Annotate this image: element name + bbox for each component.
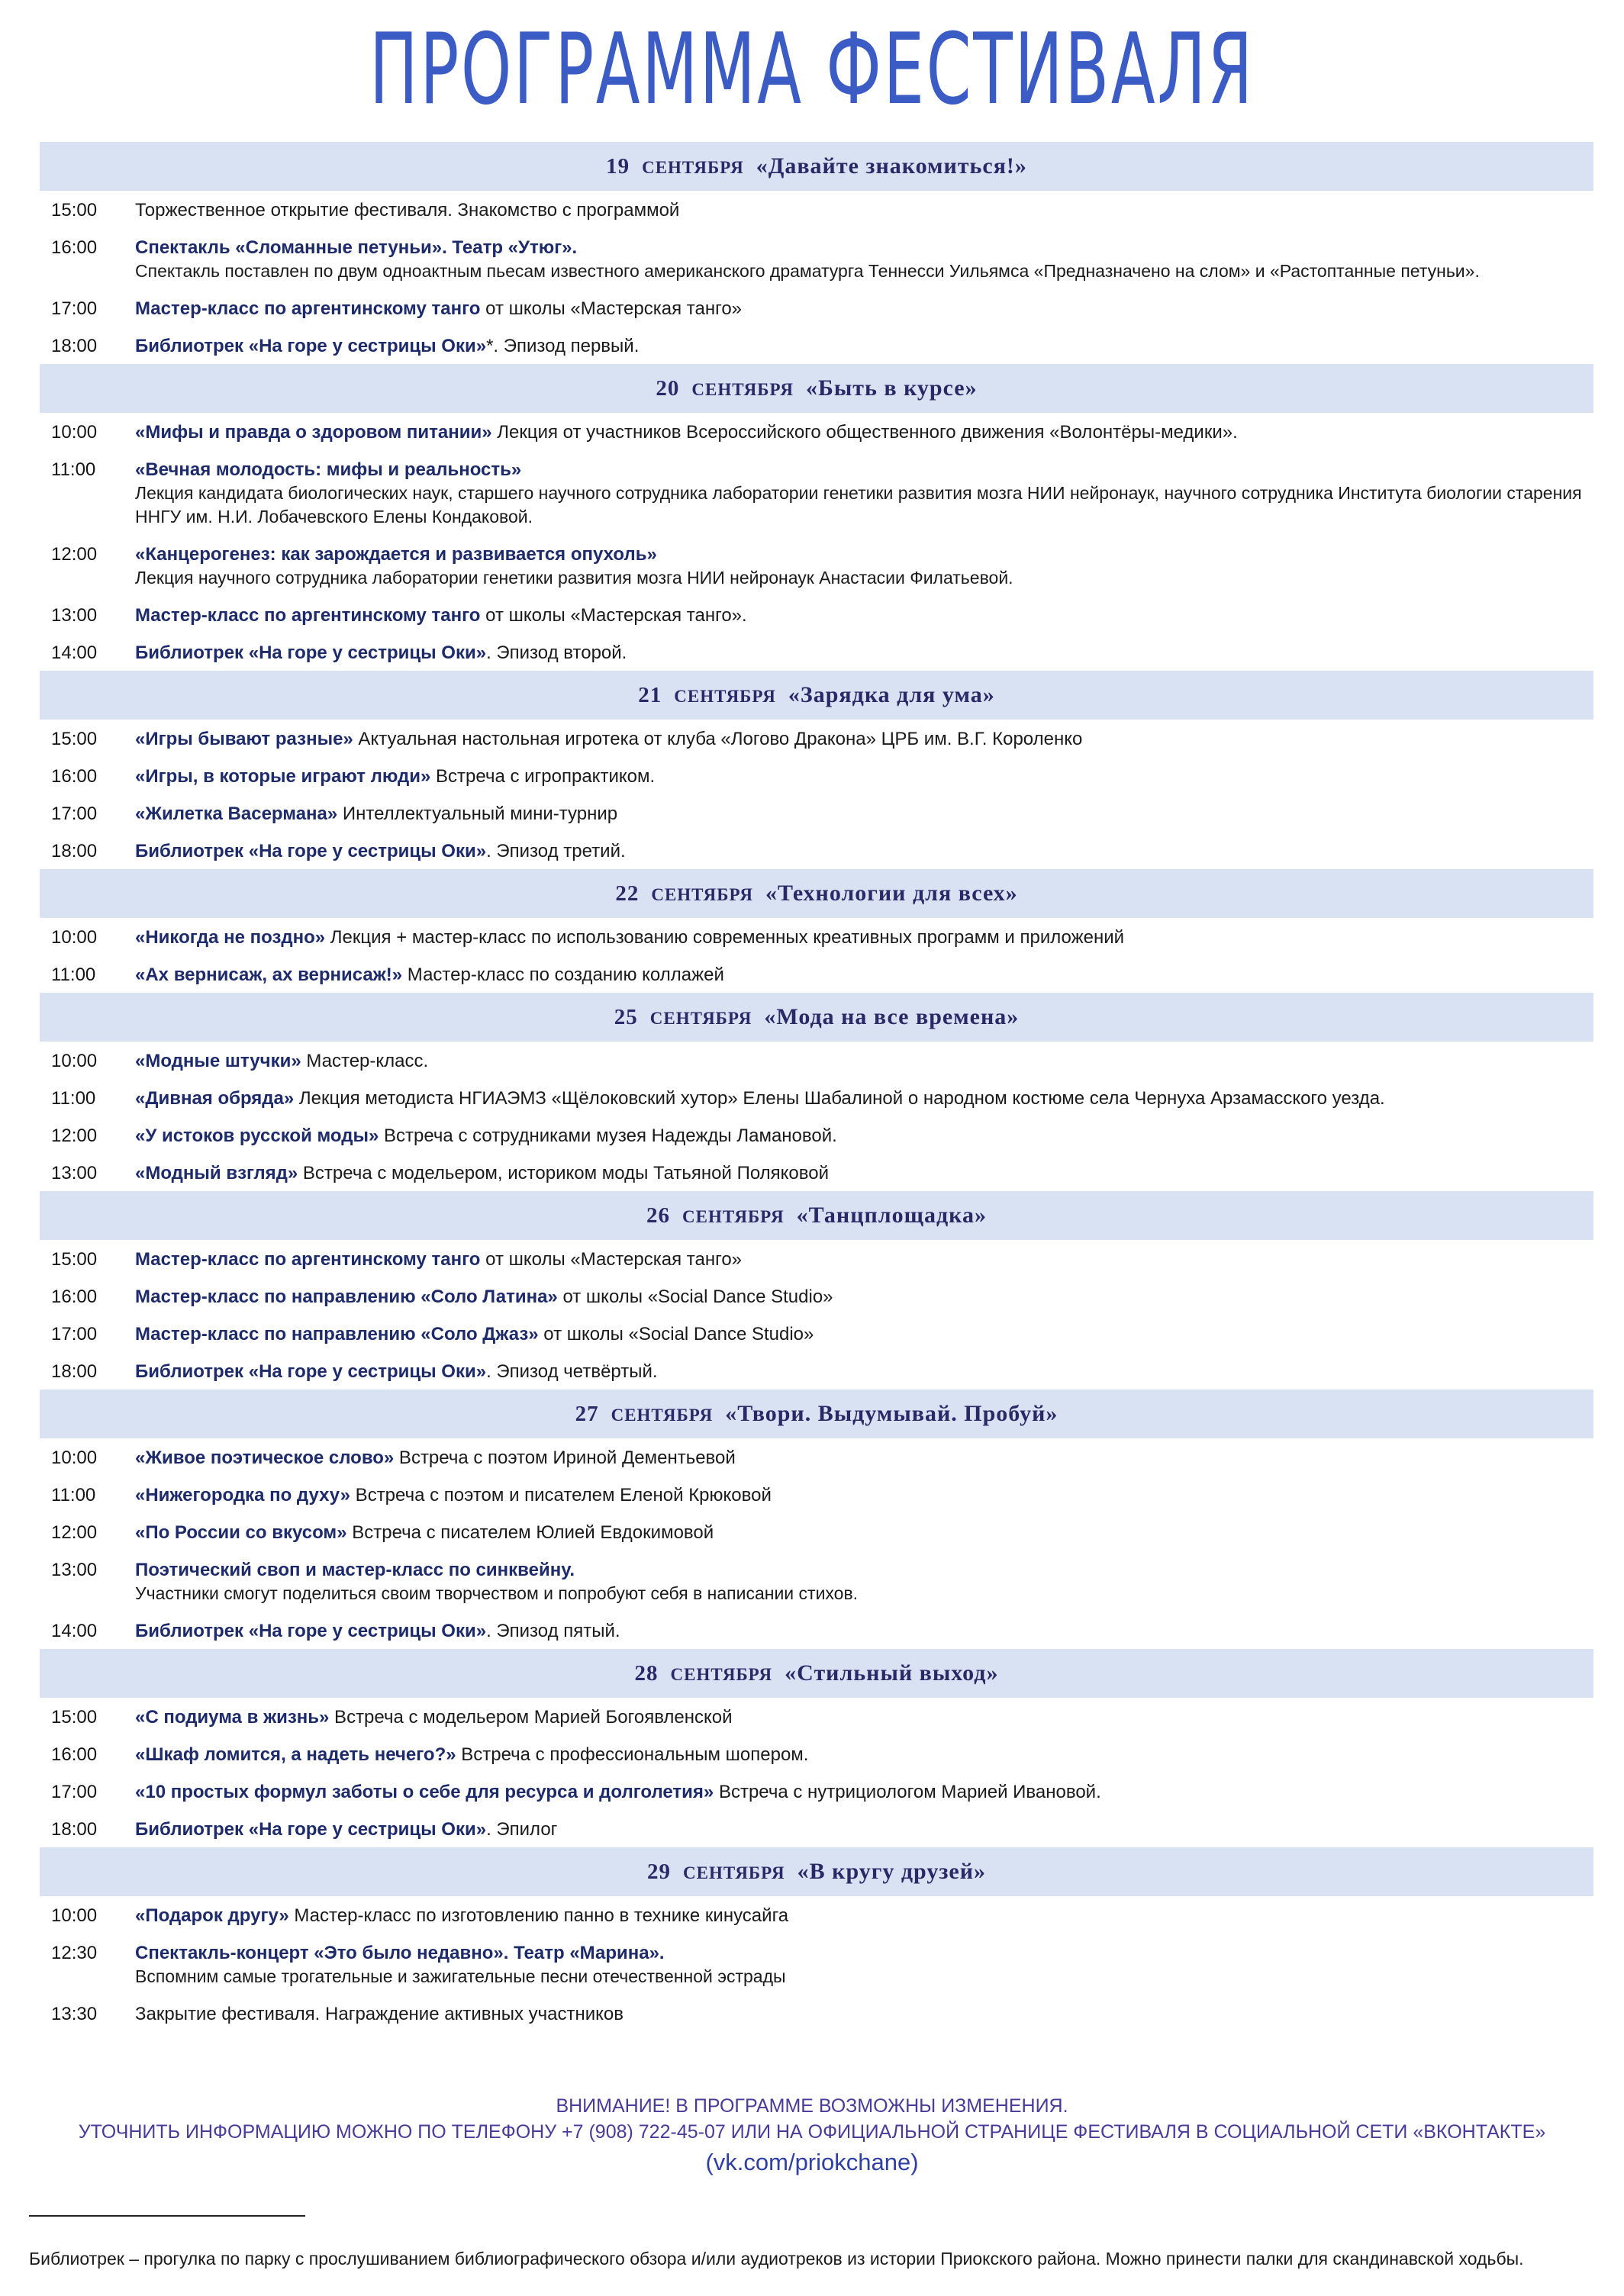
event-body [135,1780,1593,1804]
event-description: от школы «Мастерская танго» [480,1249,743,1270]
event-time: 13:00 [51,1163,98,1183]
day-section [40,993,1593,1191]
event-title: «Канцерогенез: как зарождается и развивается опухоль» [135,544,657,565]
event-row [40,2002,1593,2026]
event-row [40,1360,1593,1383]
day-theme: «Мода на все времена» [764,1004,1020,1029]
day-month: СЕНТЯБРЯ [674,687,776,706]
day-section [40,671,1593,869]
event-detail: Участники смогут поделиться своим творчеством и попробуют себя в написании стихов. [135,1583,859,1603]
notice-contact: УТОЧНИТЬ ИНФОРМАЦИЮ МОЖНО ПО ТЕЛЕФОНУ +7 (908) 722-45-07 ИЛИ НА ОФИЦИАЛЬНОЙ СТРАНИЦЕ ФЕСТИВАЛЯ В СОЦИАЛЬНОЙ СЕТИ «ВКОНТАКТЕ» [78,2121,1546,2143]
event-list [40,1042,1593,1191]
event-row [40,1087,1593,1110]
event-body [135,198,1593,222]
event-row [40,1446,1593,1470]
notice-vk-link[interactable]: (vk.com/priokchane) [705,2149,919,2175]
event-row [40,458,1593,529]
event-body [135,604,1593,627]
event-description: Лекция методиста НГИАЭМЗ «Щёлоковский хутор» Елены Шабалиной о народном костюме села Чернуха Арзамасского уезда. [294,1088,1385,1109]
event-list [40,1240,1593,1390]
event-title: Библиотрек «На горе у сестрицы Оки» [135,1621,487,1641]
event-body [135,1619,1593,1643]
event-body [135,1285,1593,1309]
day-theme: «Быть в курсе» [806,375,978,401]
event-title: «Ах вернисаж, ах вернисаж!» [135,964,403,985]
event-body [135,1904,1593,1927]
event-description: . Эпизод третий. [486,841,626,861]
event-time: 18:00 [51,336,98,356]
event-description: Встреча с игропрактиком. [430,766,656,787]
page-title: ПРОГРАММА ФЕСТИВАЛЯ [369,13,1255,127]
day-number: 28 [634,1661,659,1686]
event-title: «Вечная молодость: мифы и реальность» [135,459,522,480]
event-row [40,1483,1593,1507]
event-row [40,727,1593,751]
day-header [40,869,1593,918]
event-body [135,802,1593,826]
event-row [40,839,1593,863]
event-title: «Никогда не поздно» [135,927,326,948]
event-title: Мастер-класс по аргентинскому танго [135,605,481,626]
day-theme: «Танцплощадка» [796,1203,987,1228]
day-month: СЕНТЯБРЯ [691,380,794,399]
day-section [40,869,1593,993]
event-time: 10:00 [51,422,98,443]
event-body [135,926,1593,949]
day-theme: «Зарядка для ума» [788,682,995,707]
event-body [135,641,1593,665]
event-title: Спектакль «Сломанные петуньи». Театр «Утюг». [135,237,578,258]
event-row [40,420,1593,444]
event-description: . Эпилог [486,1819,558,1840]
event-body [135,1322,1593,1346]
event-body [135,765,1593,788]
day-number: 19 [606,154,630,179]
event-title: «Модные штучки» [135,1051,301,1071]
event-detail: Лекция научного сотрудника лаборатории генетики развития мозга НИИ нейронаук Анастасии Филатьевой. [135,568,1013,588]
event-body [135,1521,1593,1544]
event-body [135,839,1593,863]
event-title: Библиотрек «На горе у сестрицы Оки» [135,841,487,861]
day-number: 27 [575,1402,599,1426]
event-body [135,1446,1593,1470]
event-row [40,1124,1593,1148]
event-list [40,720,1593,869]
day-number: 22 [615,881,640,906]
event-description: от школы «Social Dance Studio» [538,1324,814,1344]
event-title: Библиотрек «На горе у сестрицы Оки» [135,336,487,356]
event-row [40,1743,1593,1766]
event-description: Мастер-класс по изготовлению панно в технике кинусайга [288,1905,789,1926]
day-month: СЕНТЯБРЯ [670,1665,773,1684]
event-body [135,1124,1593,1148]
event-time: 16:00 [51,1286,98,1307]
event-body [135,543,1593,590]
event-description: Мастер-класс по созданию коллажей [402,964,724,985]
event-title: «Нижегородка по духу» [135,1485,351,1505]
event-title: Мастер-класс по направлению «Соло Латина» [135,1286,558,1307]
day-number: 26 [646,1203,671,1228]
event-title: «Мифы и правда о здоровом питании» [135,422,492,443]
day-month: СЕНТЯБРЯ [611,1406,714,1425]
event-row [40,1941,1593,1988]
event-title: «10 простых формул заботы о себе для ресурса и долголетия» [135,1782,714,1802]
event-description: Встреча с писателем Юлией Евдокимовой [346,1522,714,1543]
event-description: *. Эпизод первый. [486,336,640,356]
day-section [40,1191,1593,1390]
event-title: «Модный взгляд» [135,1163,298,1183]
event-description: Лекция + мастер-класс по использованию современных креативных программ и приложений [325,927,1125,948]
event-list [40,918,1593,993]
event-body [135,1248,1593,1271]
event-row [40,641,1593,665]
day-header [40,993,1593,1042]
event-body [135,1360,1593,1383]
event-body [135,1743,1593,1766]
event-time: 11:00 [51,459,96,480]
event-row [40,1248,1593,1271]
day-section [40,364,1593,671]
day-theme: «Технологии для всех» [765,881,1018,906]
event-title: Библиотрек «На горе у сестрицы Оки» [135,642,487,663]
event-row [40,802,1593,826]
day-month: СЕНТЯБРЯ [642,158,744,177]
event-row [40,543,1593,590]
event-description: от школы «Мастерская танго». [480,605,747,626]
event-row [40,604,1593,627]
day-section [40,1390,1593,1649]
event-title: Спектакль-концерт «Это было недавно». Театр «Марина». [135,1943,665,1963]
event-title: «Дивная обряда» [135,1088,295,1109]
event-row [40,765,1593,788]
event-time: 10:00 [51,1051,98,1071]
event-description: Лекция от участников Всероссийского общественного движения «Волонтёры-медики». [491,422,1238,443]
event-body [135,1818,1593,1841]
footnote: Библиотрек – прогулка по парку с прослушиванием библиографического обзора и/или аудиотреков из истории Приокского района. Можно принести палки для скандинавской ходьбы. [29,2249,1524,2269]
event-row [40,1619,1593,1643]
event-description: Встреча с сотрудниками музея Надежды Ламановой. [379,1125,837,1146]
event-title: «Подарок другу» [135,1905,289,1926]
event-time: 17:00 [51,298,98,319]
event-list [40,1438,1593,1649]
event-body [135,1161,1593,1185]
event-body [135,334,1593,358]
day-header [40,1649,1593,1698]
event-row [40,1904,1593,1927]
event-time: 14:00 [51,1621,98,1641]
day-section [40,1649,1593,1847]
event-description: Мастер-класс. [301,1051,429,1071]
event-time: 17:00 [51,1782,98,1802]
event-description: Встреча с модельером, историком моды Татьяной Поляковой [298,1163,830,1183]
event-row [40,297,1593,320]
event-row [40,1049,1593,1073]
event-row [40,334,1593,358]
event-title: «Живое поэтическое слово» [135,1447,395,1468]
event-title: Библиотрек «На горе у сестрицы Оки» [135,1361,487,1382]
event-body [135,236,1593,283]
event-time: 16:00 [51,1744,98,1765]
event-title: «Жилетка Васермана» [135,803,338,824]
event-time: 13:00 [51,1560,98,1580]
day-header [40,1191,1593,1240]
event-time: 18:00 [51,1819,98,1840]
event-time: 17:00 [51,1324,98,1344]
event-detail: Лекция кандидата биологических наук, старшего научного сотрудника лаборатории генетики развития мозга НИИ нейронаук, научного сотрудника Института биологии старения ННГУ им. Н.И. Лобачевского Елены Кондаковой. [135,483,1582,527]
event-time: 13:30 [51,2004,98,2024]
festival-program [40,142,1593,2032]
event-time: 18:00 [51,1361,98,1382]
day-theme: «В кругу друзей» [797,1859,986,1884]
event-list [40,1896,1593,2032]
event-body [135,2002,1593,2026]
event-row [40,926,1593,949]
event-body [135,1705,1593,1729]
event-title: Библиотрек «На горе у сестрицы Оки» [135,1819,487,1840]
event-list [40,1698,1593,1847]
event-body [135,1941,1593,1988]
event-description: от школы «Мастерская танго» [480,298,743,319]
event-detail: Спектакль поставлен по двум одноактным пьесам известного американского драматурга Теннесси Уильямса «Предназначено на слом» и «Растоптанные петуньи». [135,261,1480,281]
event-description: . Эпизод пятый. [486,1621,620,1641]
event-row [40,1818,1593,1841]
day-month: СЕНТЯБРЯ [683,1863,785,1882]
event-description: Актуальная настольная игротека от клуба «Логово Дракона» ЦРБ им. В.Г. Короленко [353,729,1083,749]
event-body [135,727,1593,751]
event-body [135,1087,1593,1110]
event-time: 10:00 [51,1447,98,1468]
event-row [40,1285,1593,1309]
footnote-divider [29,2215,305,2217]
event-time: 12:00 [51,1522,98,1543]
event-time: 11:00 [51,964,96,985]
event-description: . Эпизод второй. [486,642,627,663]
event-row [40,1780,1593,1804]
day-header [40,1390,1593,1438]
event-time: 15:00 [51,200,98,221]
event-body [135,963,1593,987]
event-body [135,1049,1593,1073]
day-month: СЕНТЯБРЯ [649,1009,752,1028]
event-description: Встреча с поэтом и писателем Еленой Крюковой [350,1485,772,1505]
event-time: 10:00 [51,927,98,948]
event-time: 11:00 [51,1485,96,1505]
event-row [40,1322,1593,1346]
day-theme: «Давайте знакомиться!» [756,153,1027,179]
event-description: Интеллектуальный мини-турнир [337,803,618,824]
event-row [40,236,1593,283]
day-header [40,1847,1593,1896]
event-title: «Шкаф ломится, а надеть нечего?» [135,1744,456,1765]
event-row [40,1521,1593,1544]
day-header [40,142,1593,191]
event-description: . Эпизод четвёртый. [486,1361,658,1382]
event-list [40,191,1593,364]
event-title: Мастер-класс по направлению «Соло Джаз» [135,1324,539,1344]
day-month: СЕНТЯБРЯ [682,1207,785,1226]
event-title: Мастер-класс по аргентинскому танго [135,298,481,319]
event-title: «С подиума в жизнь» [135,1707,330,1728]
event-title: «По России со вкусом» [135,1522,347,1543]
event-description: Встреча с профессиональным шопером. [456,1744,809,1765]
event-body [135,420,1593,444]
event-body [135,458,1593,529]
event-time: 18:00 [51,841,98,861]
event-time: 12:00 [51,1125,98,1146]
event-time: 15:00 [51,729,98,749]
day-section [40,142,1593,364]
day-header [40,364,1593,413]
day-theme: «Твори. Выдумывай. Пробуй» [725,1401,1058,1426]
day-header [40,671,1593,720]
event-time: 16:00 [51,237,98,258]
day-theme: «Стильный выход» [785,1660,999,1686]
day-number: 20 [656,376,680,401]
event-title: «Игры бывают разные» [135,729,353,749]
event-time: 12:30 [51,1943,98,1963]
event-body [135,297,1593,320]
event-description: Встреча с поэтом Ириной Дементьевой [394,1447,736,1468]
event-description: Торжественное открытие фестиваля. Знакомство с программой [135,200,680,221]
event-row [40,1705,1593,1729]
event-title: «Игры, в которые играют люди» [135,766,431,787]
event-row [40,198,1593,222]
event-description: Закрытие фестиваля. Награждение активных участников [135,2004,624,2024]
event-title: Поэтический своп и мастер-класс по синквейну. [135,1560,575,1580]
event-time: 10:00 [51,1905,98,1926]
notice-block [0,2093,1624,2180]
event-body [135,1483,1593,1507]
event-time: 12:00 [51,544,98,565]
event-description: Встреча с модельером Марией Богоявленской [329,1707,733,1728]
notice-warning: ВНИМАНИЕ! В ПРОГРАММЕ ВОЗМОЖНЫ ИЗМЕНЕНИЯ. [556,2095,1068,2117]
event-time: 15:00 [51,1249,98,1270]
event-time: 14:00 [51,642,98,663]
event-row [40,963,1593,987]
event-time: 11:00 [51,1088,96,1109]
day-section [40,1847,1593,2032]
event-detail: Вспомним самые трогательные и зажигательные песни отечественной эстрады [135,1966,786,1986]
day-month: СЕНТЯБРЯ [651,885,753,904]
day-number: 21 [638,683,662,707]
event-title: «У истоков русской моды» [135,1125,379,1146]
event-row [40,1161,1593,1185]
event-time: 13:00 [51,605,98,626]
day-number: 29 [647,1860,672,1884]
event-time: 17:00 [51,803,98,824]
event-time: 16:00 [51,766,98,787]
day-number: 25 [614,1005,638,1029]
event-description: Встреча с нутрициологом Марией Ивановой. [714,1782,1101,1802]
event-body [135,1558,1593,1605]
event-description: от школы «Social Dance Studio» [557,1286,833,1307]
event-title: Мастер-класс по аргентинскому танго [135,1249,481,1270]
event-list [40,413,1593,671]
event-time: 15:00 [51,1707,98,1728]
event-row [40,1558,1593,1605]
